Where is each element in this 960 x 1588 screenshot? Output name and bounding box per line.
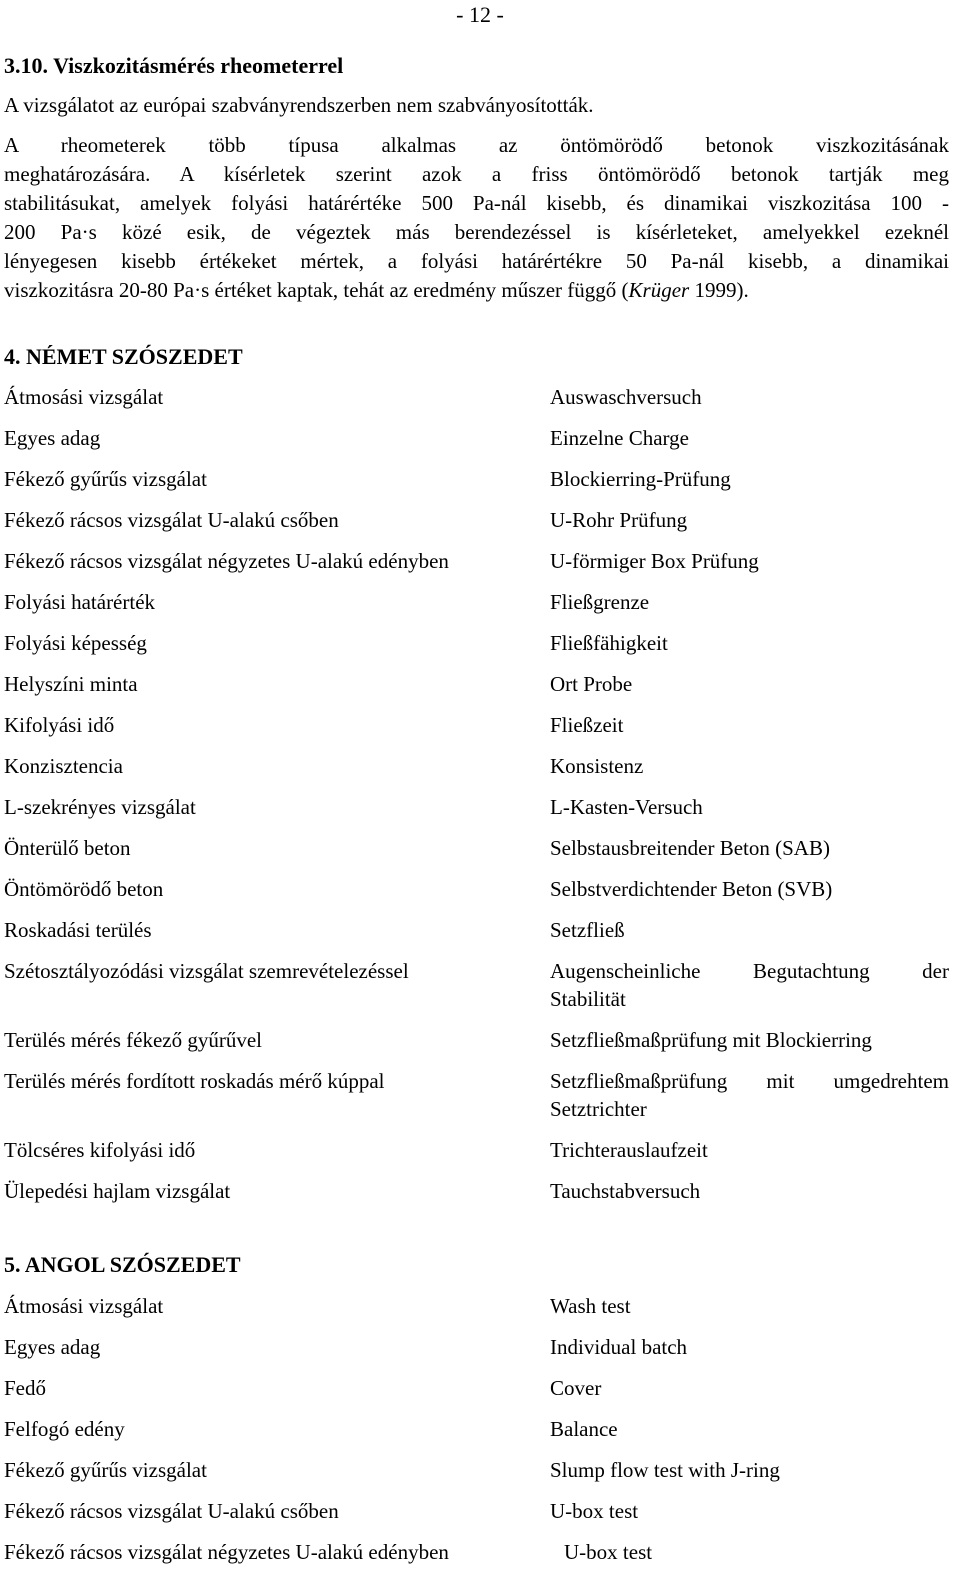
glossary-row <box>4 834 949 862</box>
hungarian-term: Terülés mérés fékező gyűrűvel <box>4 1028 262 1052</box>
german-term <box>550 1067 949 1123</box>
hungarian-term: Öntömörödő beton <box>4 877 164 901</box>
hungarian-term: Konzisztencia <box>4 754 123 778</box>
hungarian-term: Fékező gyűrűs vizsgálat <box>4 467 207 491</box>
hungarian-term: Önterülő beton <box>4 836 131 860</box>
hungarian-term: Kifolyási idő <box>4 713 115 737</box>
german-term: Fließfähigkeit <box>550 631 668 655</box>
glossary-row <box>4 875 949 903</box>
hungarian-term: Tölcséres kifolyási idő <box>4 1138 196 1162</box>
paragraph-line <box>4 276 949 305</box>
german-term: Tauchstabversuch <box>550 1179 701 1203</box>
english-term: Wash test <box>550 1294 631 1318</box>
german-term: Selbstverdichtender Beton (SVB) <box>550 877 833 901</box>
german-term: Ort Probe <box>550 672 633 696</box>
german-term: Trichterauslaufzeit <box>550 1138 708 1162</box>
glossary-row <box>4 506 949 534</box>
german-term: U-Rohr Prüfung <box>550 508 688 532</box>
hungarian-term: Fedő <box>4 1376 46 1400</box>
page-number: - 12 - <box>456 2 504 27</box>
citation-author: Krüger <box>628 278 690 302</box>
hungarian-term: Folyási képesség <box>4 631 147 655</box>
glossary-row <box>4 588 949 616</box>
hungarian-term: Szétosztályozódási vizsgálat szemrevételezéssel <box>4 959 409 983</box>
german-term: Fließzeit <box>550 713 624 737</box>
english-term: Cover <box>550 1376 602 1400</box>
hungarian-term: Fékező rácsos vizsgálat négyzetes U-alakú edényben <box>4 1540 449 1564</box>
german-term-line: Setzfließmaßprüfung mit umgedrehtem <box>550 1069 949 1093</box>
german-term: Einzelne Charge <box>550 426 689 450</box>
english-term: Balance <box>550 1417 618 1441</box>
glossary-row <box>4 1177 949 1205</box>
hungarian-term: Ülepedési hajlam vizsgálat <box>4 1179 231 1203</box>
english-term: U-box test <box>564 1540 653 1564</box>
glossary-row <box>4 752 949 780</box>
hungarian-term: Folyási határérték <box>4 590 156 614</box>
hungarian-term: Fékező gyűrűs vizsgálat <box>4 1458 207 1482</box>
english-term: U-box test <box>550 1499 639 1523</box>
hungarian-term: L-szekrényes vizsgálat <box>4 795 196 819</box>
glossary-row <box>4 957 949 1013</box>
english-term: Individual batch <box>550 1335 688 1359</box>
paragraph-line: meghatározására. A kísérletek szerint azok a friss öntömörödő betonok tartják meg <box>4 162 949 186</box>
german-term: Konsistenz <box>550 754 644 778</box>
german-term: Setzfließmaßprüfung mit Blockierring <box>550 1028 872 1052</box>
german-term-line: Augenscheinliche Begutachtung der <box>550 959 949 983</box>
hungarian-term: Átmosási vizsgálat <box>4 385 164 409</box>
glossary-row <box>4 1067 949 1123</box>
german-term: L-Kasten-Versuch <box>550 795 703 819</box>
paragraph-line: 200 Pa·s közé esik, de végeztek más berendezéssel is kísérleteket, amelyekkel ezeknél <box>4 220 949 244</box>
glossary-row <box>4 1136 949 1164</box>
glossary-row <box>4 1026 949 1054</box>
glossary-row <box>4 629 949 657</box>
glossary-row <box>4 711 949 739</box>
glossary-row <box>4 1497 949 1525</box>
paragraph-line: lényegesen kisebb értékeket mértek, a folyási határértékre 50 Pa-nál kisebb, a dinamikai <box>4 249 949 273</box>
section-title-english-glossary: 5. ANGOL SZÓSZEDET <box>4 1252 241 1277</box>
hungarian-term: Helyszíni minta <box>4 672 138 696</box>
german-term <box>550 957 949 1013</box>
german-term-line: Setztrichter <box>550 1097 647 1121</box>
glossary-row <box>4 465 949 493</box>
glossary-row <box>4 1292 949 1320</box>
hungarian-term: Átmosási vizsgálat <box>4 1294 164 1318</box>
german-term: Fließgrenze <box>550 590 650 614</box>
paragraph-text: 1999). <box>689 278 749 302</box>
glossary-row <box>4 1374 949 1402</box>
glossary-row <box>4 916 949 944</box>
hungarian-term: Fékező rácsos vizsgálat négyzetes U-alakú edényben <box>4 549 449 573</box>
german-term: Selbstausbreitender Beton (SAB) <box>550 836 830 860</box>
english-glossary <box>4 1292 949 1579</box>
hungarian-term: Roskadási terülés <box>4 918 152 942</box>
glossary-row <box>4 793 949 821</box>
paragraph-standardization: A vizsgálatot az európai szabványrendszerben nem szabványosították. <box>4 93 594 117</box>
hungarian-term: Felfogó edény <box>4 1417 125 1441</box>
glossary-row <box>4 1538 949 1566</box>
glossary-row <box>4 670 949 698</box>
glossary-row <box>4 547 949 575</box>
german-term: U-förmiger Box Prüfung <box>550 549 759 573</box>
section-title-3-10: 3.10. Viszkozitásmérés rheometerrel <box>4 53 344 78</box>
glossary-row <box>4 1415 949 1443</box>
paragraph-rheometer <box>4 131 949 305</box>
glossary-row <box>4 1333 949 1361</box>
section-title-german-glossary: 4. NÉMET SZÓSZEDET <box>4 344 243 369</box>
hungarian-term: Fékező rácsos vizsgálat U-alakú csőben <box>4 1499 339 1523</box>
german-term: Auswaschversuch <box>550 385 702 409</box>
hungarian-term: Egyes adag <box>4 426 101 450</box>
hungarian-term: Egyes adag <box>4 1335 101 1359</box>
german-glossary <box>4 383 949 1218</box>
paragraph-line: A rheometerek több típusa alkalmas az öntömörödő betonok viszkozitásának <box>4 133 949 157</box>
german-term: Blockierring-Prüfung <box>550 467 731 491</box>
paragraph-line: stabilitásukat, amelyek folyási határértéke 500 Pa-nál kisebb, és dinamikai viszkozitása 100 - <box>4 191 949 215</box>
glossary-row <box>4 383 949 411</box>
hungarian-term: Fékező rácsos vizsgálat U-alakú csőben <box>4 508 339 532</box>
glossary-row <box>4 424 949 452</box>
hungarian-term: Terülés mérés fordított roskadás mérő kúppal <box>4 1069 385 1093</box>
german-term-line: Stabilität <box>550 987 626 1011</box>
glossary-row <box>4 1456 949 1484</box>
german-term: Setzfließ <box>550 918 625 942</box>
english-term: Slump flow test with J-ring <box>550 1458 780 1482</box>
paragraph-text: viszkozitásra 20-80 Pa·s értéket kaptak, tehát az eredmény műszer függő ( <box>4 278 629 302</box>
